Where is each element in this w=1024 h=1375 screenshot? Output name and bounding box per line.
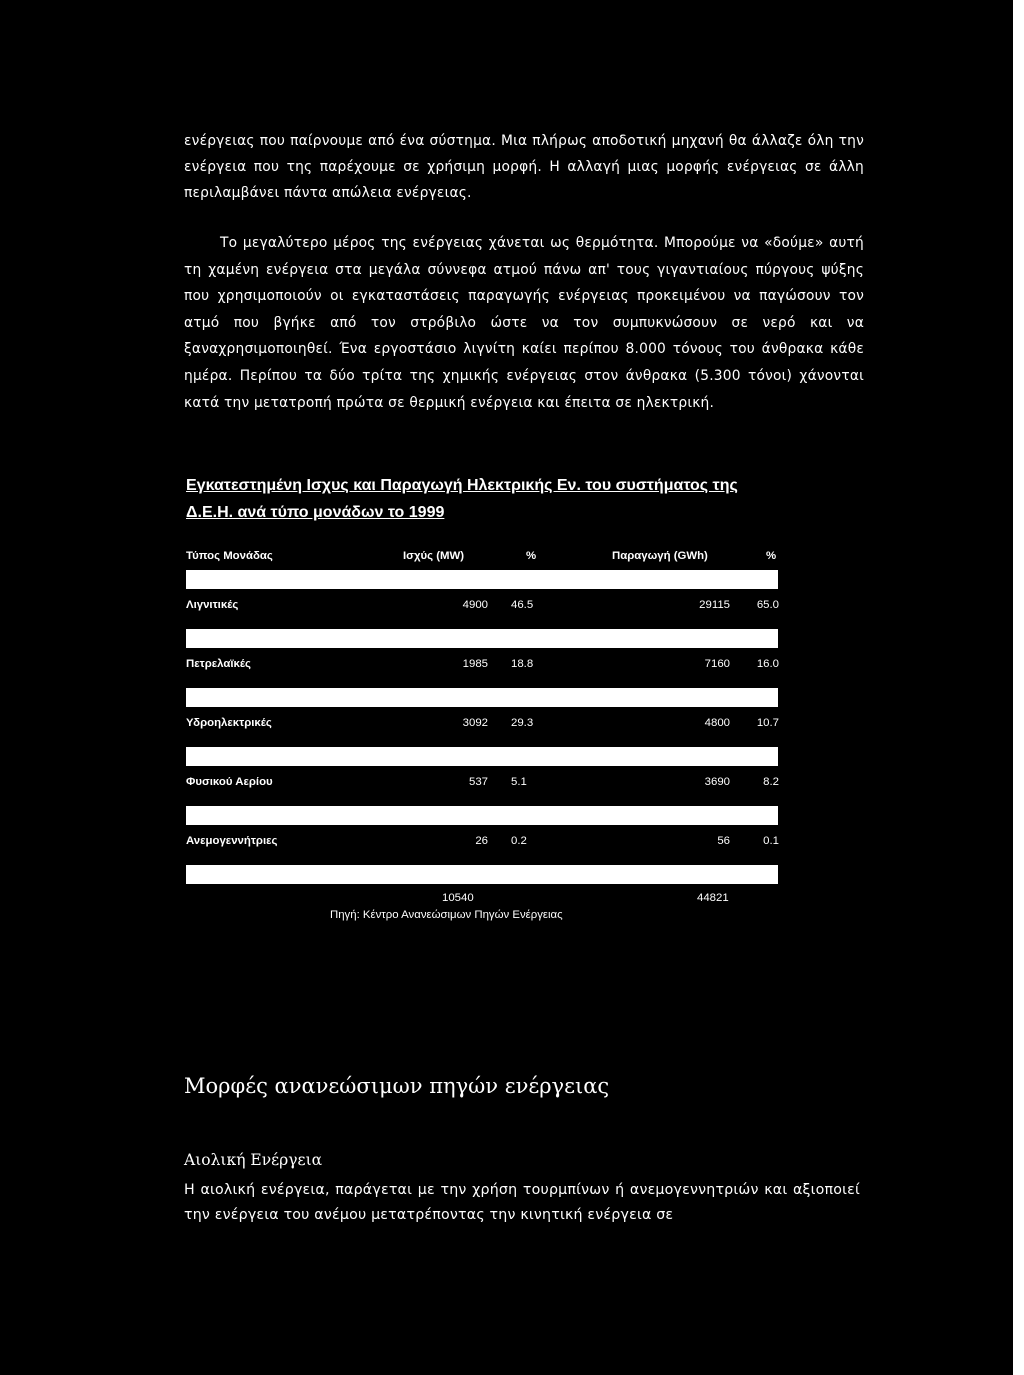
table-row [186,825,786,865]
cell-type: Υδροηλεκτρικές [186,717,272,729]
section-title: Μορφές ανανεώσιμων πηγών ενέργειας [184,1074,610,1098]
cell-pct-production: 0.1 [763,835,779,847]
table-row [186,707,786,747]
row-divider [186,570,778,589]
cell-mw: 1985 [462,658,488,670]
cell-type: Πετρελαϊκές [186,658,251,670]
row-divider [186,865,778,884]
table-row [186,589,786,629]
cell-pct-capacity: 29.3 [511,717,534,729]
cell-gwh: 3690 [704,776,730,788]
table-title: Εγκατεστημένη Ισχυς και Παραγωγή Ηλεκτρικής Εν. του συστήματος της Δ.Ε.Η. ανά τύπο μονάδων το 1999 [186,477,738,521]
header-pct-capacity: % [526,550,537,562]
cell-pct-capacity: 0.2 [511,835,527,847]
cell-pct-capacity: 46.5 [511,599,534,611]
header-pct-production: % [766,550,777,562]
cell-pct-production: 65.0 [756,599,779,611]
cell-mw: 537 [468,776,488,788]
cell-pct-capacity: 18.8 [511,658,534,670]
cell-mw: 3092 [462,717,488,729]
row-divider [186,688,778,707]
cell-type: Λιγνιτικές [186,599,239,611]
cell-pct-production: 8.2 [763,776,779,788]
table-source: Πηγή: Κέντρο Ανανεώσιμων Πηγών Ενέργειας [330,909,563,921]
cell-gwh: 56 [717,835,730,847]
header-type: Τύπος Μονάδας [186,550,273,562]
paragraph-wind-energy: Η αιολική ενέργεια, παράγεται με την χρήση τουρμπίνων ή ανεμογεννητριών και αξιοποιεί την ενέργεια του ανέμου μετατρέποντας την κινητική ενέργεια σε [184,1182,860,1223]
subsection-title: Αιολική Ενέργεια [184,1151,323,1169]
row-divider [186,747,778,766]
cell-mw: 4900 [462,599,488,611]
cell-pct-capacity: 5.1 [511,776,527,788]
cell-mw: 26 [475,835,488,847]
paragraph-heat-loss: Το μεγαλύτερο μέρος της ενέργειας χάνεται ως θερμότητα. Μπορούμε να «δούμε» αυτή τη χαμένη ενέργεια στα μεγάλα σύννεφα ατμού πάνω απ' τους γιγαντιαίους πύργους ψύξης που χρησιμοποιούν οι εγκαταστάσεις παραγωγής ενέργειας προκειμένου να παγώσουν τον ατμό που βγήκε από τον στρόβιλο ώστε να τον συμπυκνώσουν σε νερό και να ξαναχρησιμοποιηθεί. Ένα εργοστάσιο λιγνίτη καίει περίπου 8.000 τόνους του άνθρακα κάθε ημέρα. Περίπου τα δύο τρίτα της χημικής ενέργειας στον άνθρακα (5.300 τόνοι) χάνονται κατά την μετατροπή πρώτα σε θερμική ενέργεια και έπειτα σε ηλεκτρική. [184,235,864,411]
total-mw: 10540 [442,892,474,904]
table-totals [186,884,786,910]
row-divider [186,629,778,648]
cell-pct-production: 16.0 [756,658,779,670]
table-row [186,766,786,806]
table-header [186,550,786,570]
row-divider [186,806,778,825]
page-edge [1013,0,1024,1375]
header-gwh: Παραγωγή (GWh) [612,550,708,562]
total-gwh: 44821 [697,892,729,904]
cell-type: Φυσικού Αερίου [186,776,273,788]
cell-gwh: 29115 [699,599,730,611]
cell-type: Ανεμογεννήτριες [186,835,278,847]
cell-gwh: 4800 [704,717,730,729]
paragraph-energy-loss: ενέργειας που παίρνουμε από ένα σύστημα. Μια πλήρως αποδοτική μηχανή θα άλλαζε όλη την ενέργεια που της παρέχουμε σε χρήσιμη μορφή. Η αλλαγή μιας μορφής ενέργειας σε άλλη περιλαμβάνει πάντα απώλεια ενέργειας. [184,133,864,201]
table-row [186,648,786,688]
energy-table [186,550,786,910]
header-mw: Ισχύς (MW) [403,550,465,562]
cell-gwh: 7160 [704,658,730,670]
cell-pct-production: 10.7 [756,717,779,729]
